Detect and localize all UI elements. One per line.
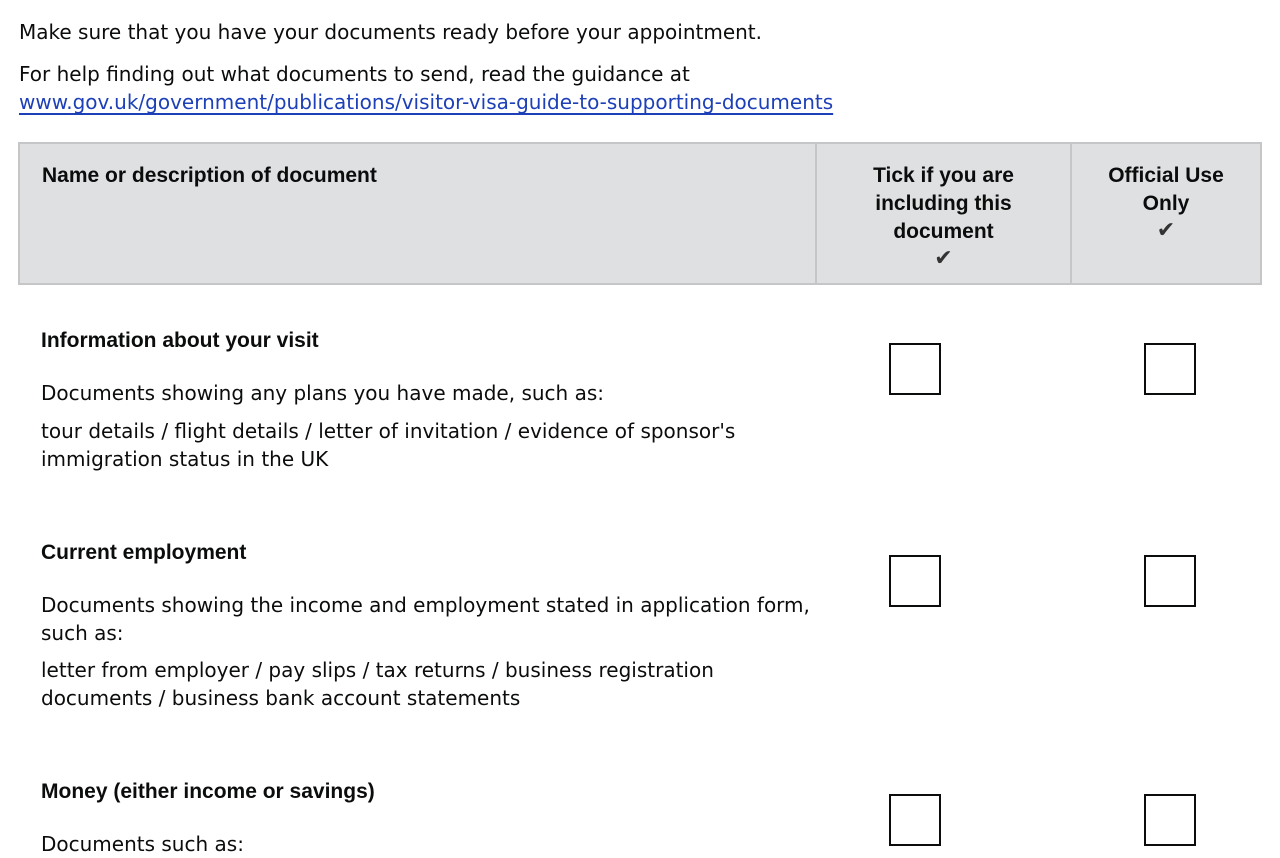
table-row (18, 539, 1262, 759)
table-header (18, 142, 1262, 285)
header-tick-label: Tick if you are including this document (873, 164, 1014, 243)
row-title: Money (either income or savings) (41, 780, 375, 803)
checkmark-icon: ✔ (934, 246, 953, 271)
checkmark-icon: ✔ (1156, 218, 1176, 243)
official-use-checkbox[interactable] (1144, 555, 1196, 607)
row-title: Information about your visit (41, 329, 319, 352)
row-description: Documents showing any plans you have made, such as: (41, 381, 604, 405)
table-row (18, 778, 1262, 858)
header-official-label: Official Use Only (1108, 164, 1224, 215)
row-description: Documents such as: (41, 832, 244, 856)
official-use-checkbox[interactable] (1144, 794, 1196, 846)
include-checkbox[interactable] (889, 343, 941, 395)
include-checkbox[interactable] (889, 555, 941, 607)
header-official (1072, 144, 1260, 283)
guidance-text (19, 60, 833, 116)
guidance-link[interactable]: www.gov.uk/government/publications/visitor-visa-guide-to-supporting-documents (19, 90, 834, 114)
row-examples: letter from employer / pay slips / tax returns / business registration documents / business bank account statements (41, 658, 714, 710)
intro-text: Make sure that you have your documents ready before your appointment. (19, 20, 763, 44)
documents-table (18, 142, 1262, 856)
official-use-checkbox[interactable] (1144, 343, 1196, 395)
row-examples: tour details / flight details / letter of invitation / evidence of sponsor's immigration status in the UK (41, 419, 736, 471)
include-checkbox[interactable] (889, 794, 941, 846)
table-row (18, 327, 1262, 527)
header-tick (817, 144, 1072, 283)
row-description: Documents showing the income and employment stated in application form, such as: (41, 593, 810, 645)
header-name: Name or description of document (20, 144, 817, 283)
row-title: Current employment (41, 541, 247, 564)
guidance-prefix: For help finding out what documents to send, read the guidance at (19, 62, 690, 86)
